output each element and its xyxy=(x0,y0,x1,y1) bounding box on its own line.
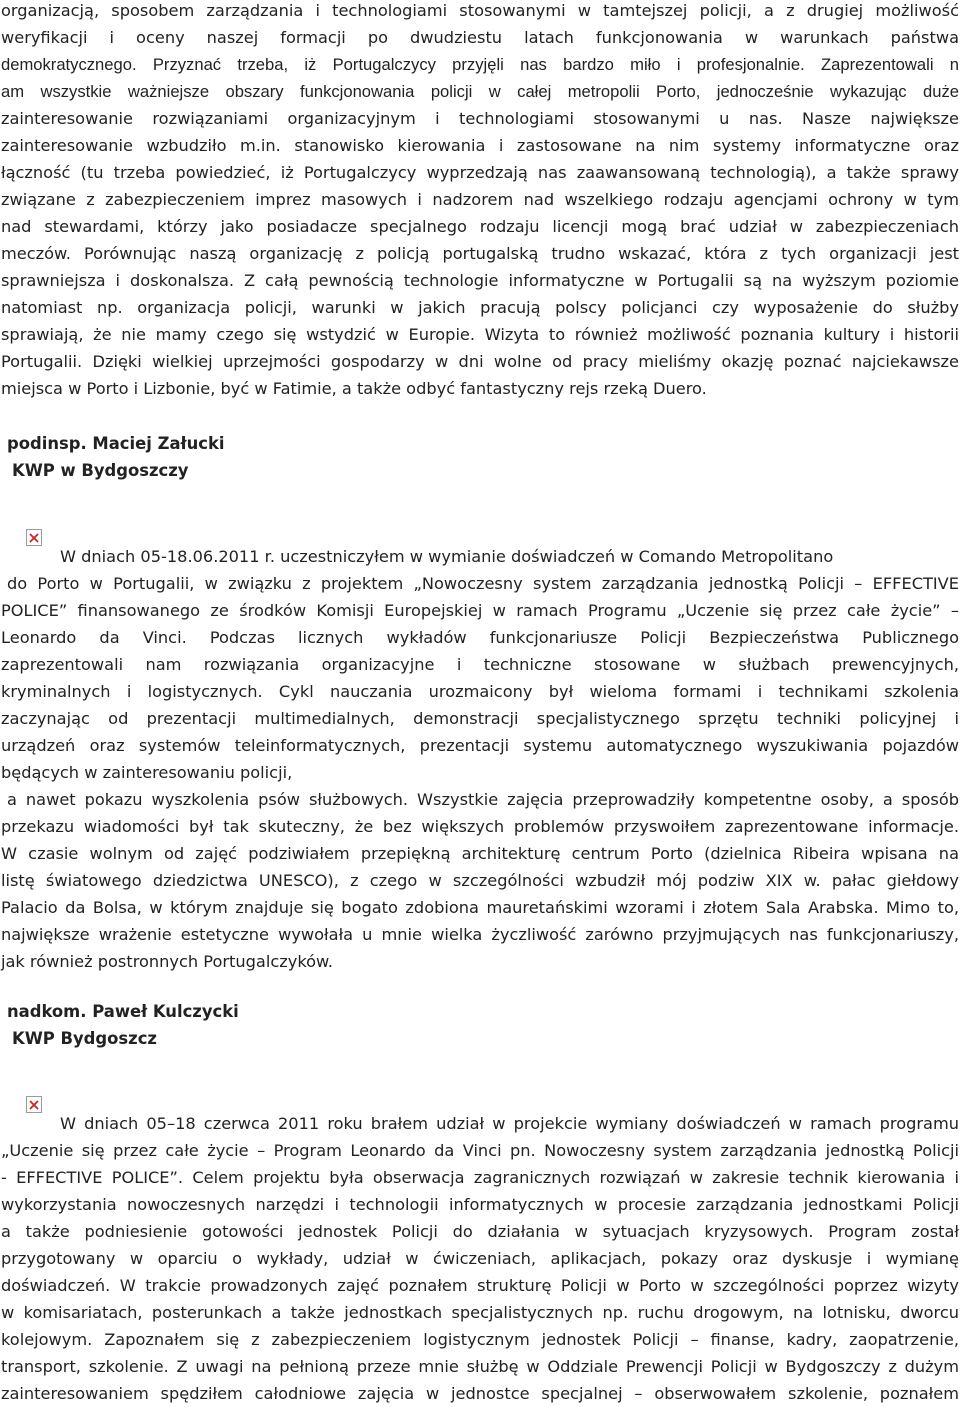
text-line: największe wrażenie estetyczne wywołała u mnie wielka życzliwość zarówno przyjmujących nas funkcjonariuszy, xyxy=(1,925,959,944)
text-line: kryminalnych i logistycznych. Cykl nauczania urozmaicony był wieloma formami i technikami szkolenia xyxy=(1,682,959,701)
text-line: zainteresowaniem spędziłem całodniowe zajęcia w jednostce specjalnej – obserwowałem szkolenie, poznałem xyxy=(1,1384,959,1403)
text-line: weryfikacji i oceny naszej formacji po dwudziestu latach funkcjonowania w warunkach państwa xyxy=(1,28,959,47)
text-line: a także podniesienie gotowości jednostek Policji do działania w sytuacjach kryzysowych. Program został xyxy=(1,1222,959,1241)
text-line: nad stewardami, którzy jako posiadacze specjalnego rodzaju licencji mogą brać udział w zabezpieczeniach xyxy=(1,217,959,236)
text-line: jak również postronnych Portugalczyków. xyxy=(1,952,333,971)
text-line: am wszystkie ważniejsze obszary funkcjonowania policji w całej metropolii Porto, jednocześnie wykazując duże xyxy=(1,82,959,101)
text-line: meczów. Porównując naszą organizację z policją portugalską trudno wskazać, która z tych organizacji jest xyxy=(1,244,959,263)
text-line: zainteresowanie wzbudziło m.in. stanowisko kierowania i zastosowane na nim systemy informatyczne oraz xyxy=(1,136,959,155)
text-line: zaprezentowali nam rozwiązania organizacyjne i techniczne stosowane w służbach prewencyjnych, xyxy=(1,655,959,674)
author-unit-1: KWP w Bydgoszczy xyxy=(12,461,189,480)
text-line: zainteresowanie rozwiązaniami organizacyjnym i technologiami stosowanymi u nas. Nasze największe xyxy=(1,109,959,128)
text-line: miejsca w Porto i Lizbonie, być w Fatimie, a także odbyć fantastyczny rejs rzeką Duero. xyxy=(1,379,707,398)
text-line: W dniach 05-18.06.2011 r. uczestniczyłem w wymianie doświadczeń w Comando Metropolitano xyxy=(60,547,834,566)
text-line: do Porto w Portugalii, w związku z projektem „Nowoczesny system zarządzania jednostką Policji – EFFECTIVE xyxy=(7,574,959,593)
text-line: natomiast np. organizacja policji, warunki w jakich pracują polscy policjanci czy wyposażenie do służby xyxy=(1,298,959,317)
author-unit-2: KWP Bydgoszcz xyxy=(12,1029,157,1048)
text-line: POLICE” finansowanego ze środków Komisji Europejskiej w ramach Programu „Uczenie się przez całe życie” – xyxy=(1,601,959,620)
text-line: organizacją, sposobem zarządzania i technologiami stosowanymi w tamtejszej policji, a z drugiej możliwość xyxy=(1,1,959,20)
text-line: W czasie wolnym od zajęć podziwiałem przepiękną architekturę centrum Porto (dzielnica Ribeira wpisana na xyxy=(1,844,959,863)
text-line: przekazu wiadomości był tak skuteczny, że bez większych problemów przyswoiłem zaprezentowane informacje. xyxy=(1,817,959,836)
text-line: związane z zabezpieczeniem imprez masowych i nadzorem nad wszelkiego rodzaju agencjami ochrony w tym xyxy=(1,190,959,209)
text-line: zaczynając od prezentacji multimedialnych, demonstracji specjalistycznego sprzętu techniki policyjnej i xyxy=(1,709,959,728)
text-line: W dniach 05–18 czerwca 2011 roku brałem udział w projekcie wymiany doświadczeń w ramach programu xyxy=(60,1114,959,1133)
text-line: Portugalii. Dzięki wielkiej uprzejmości gospodarzy w dni wolne od pracy mieliśmy okazję poznać najciekawsze xyxy=(1,352,959,371)
text-line: przygotowany w oparciu o wykłady, udział w ćwiczeniach, aplikacjach, pokazy oraz dyskusje i wymianę xyxy=(1,1249,959,1268)
text-line: - EFFECTIVE POLICE”. Celem projektu była obserwacja zagranicznych rozwiązań w zakresie technik kierowania i xyxy=(1,1168,959,1187)
text-line: w komisariatach, posterunkach a także jednostkach specjalistycznych np. ruchu drogowym, na lotnisku, dworcu xyxy=(1,1303,959,1322)
text-line: listę światowego dziedzictwa UNESCO), z czego w szczególności wzbudził mój podziw XIX w. pałac giełdowy xyxy=(1,871,959,890)
text-line: Leonardo da Vinci. Podczas licznych wykładów funkcjonariusze Policji Bezpieczeństwa Publicznego xyxy=(1,628,959,647)
paragraph-3 xyxy=(1,1110,959,1407)
text-line: łączność (tu trzeba powiedzieć, iż Portugalczycy wyprzedzają nas zaawansowaną technologią), a także sprawy xyxy=(1,163,959,182)
text-line: transport, szkolenie. Z uwagi na pełnioną przeze mnie służbę w Oddziale Prewencji Policji w Bydgoszczy z dużym xyxy=(1,1357,959,1376)
author-name-1: podinsp. Maciej Załucki xyxy=(7,434,225,453)
text-line: sprawiają, że nie mamy czego się wstydzić w Europie. Wizyta to również możliwość poznania kultury i historii xyxy=(1,325,959,344)
text-line: będących w zainteresowaniu policji, xyxy=(1,763,293,782)
text-line: wykorzystania nowoczesnych narzędzi i technologii informatycznych w procesie zarządzania jednostkami Policji xyxy=(1,1195,959,1214)
text-line: demokratycznego. Przyznać trzeba, iż Portugalczycy przyjęli nas bardzo miło i profesjonalnie. Zaprezentowali n xyxy=(1,55,959,74)
text-line: „Uczenie się przez całe życie – Program Leonardo da Vinci pn. Nowoczesny system zarządzania jednostką Policji xyxy=(1,1141,959,1160)
text-line: kolejowym. Zapoznałem się z zabezpieczeniem logistycznym jednostek Policji – finanse, kadry, zaopatrzenie, xyxy=(1,1330,959,1349)
text-line: doświadczeń. W trakcie prowadzonych zajęć poznałem strukturę Policji w Porto w szczególności poprzez wizyty xyxy=(1,1276,959,1295)
text-line: Palacio da Bolsa, w którym znajduje się bogato zdobiona mauretańskimi wzorami i złotem Sala Arabska. Mimo to, xyxy=(1,898,959,917)
author-name-2: nadkom. Paweł Kulczycki xyxy=(7,1002,239,1021)
text-line: a nawet pokazu wyszkolenia psów służbowych. Wszystkie zajęcia przeprowadziły kompetentne osoby, a sposób xyxy=(7,790,959,809)
paragraph-2 xyxy=(1,543,959,975)
text-line: sprawniejsza i doskonalsza. Z całą pewnością technologie informatyczne w Portugalii są na wyższym poziomie xyxy=(1,271,959,290)
text-line: urządzeń oraz systemów teleinformatycznych, prezentacji systemu automatycznego wyszukiwania pojazdów xyxy=(1,736,959,755)
paragraph-1 xyxy=(1,0,959,402)
